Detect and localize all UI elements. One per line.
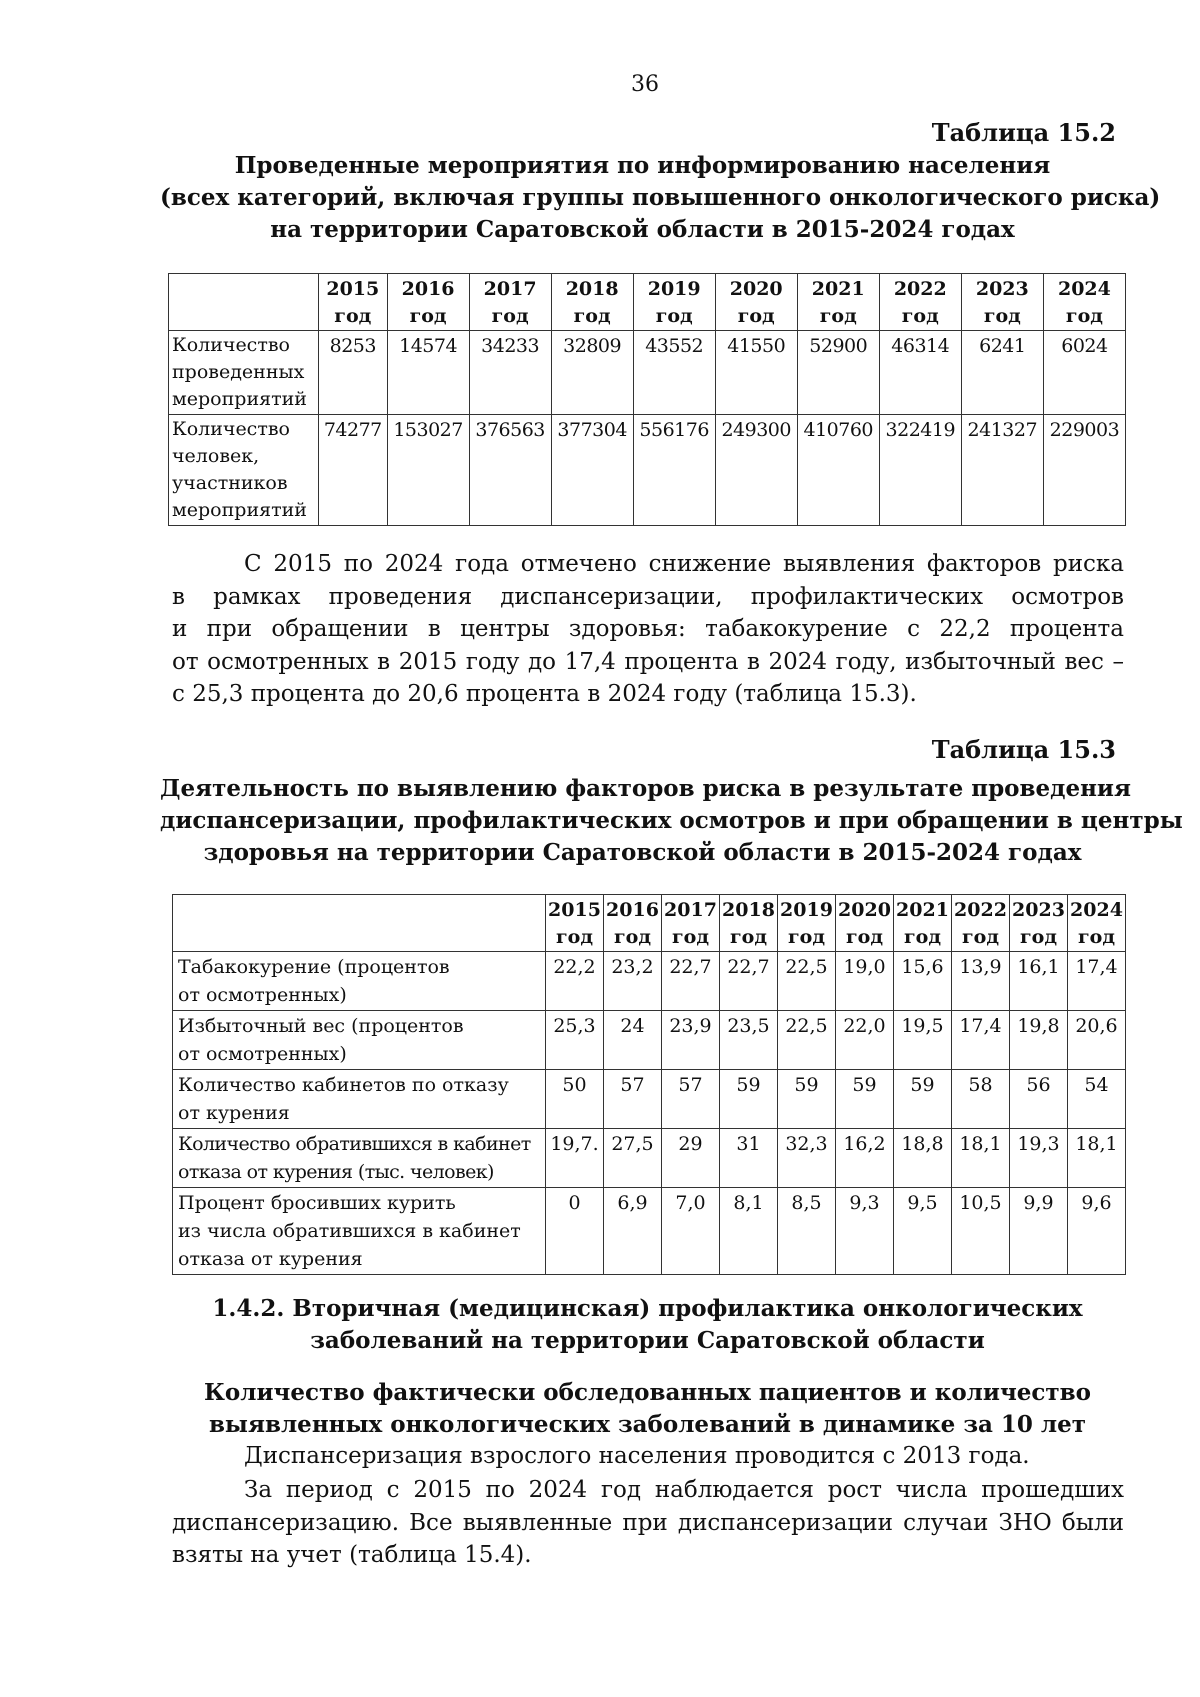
table-cell: 17,4 xyxy=(952,1011,1010,1070)
table-cell: 18,1 xyxy=(952,1129,1010,1188)
title-line: здоровья на территории Саратовской области в 2015-2024 годах xyxy=(203,839,1082,866)
header-year: 2016 год xyxy=(387,274,469,331)
table-cell: 22,7 xyxy=(662,952,720,1011)
header-year: 2017 год xyxy=(662,895,720,952)
header-year: 2021 год xyxy=(797,274,879,331)
header-empty-cell xyxy=(173,895,546,952)
table-cell: 32809 xyxy=(551,331,633,415)
row-label: Количество проведенных мероприятий xyxy=(169,331,319,415)
paragraph-line: взяты на учет (таблица 15.4). xyxy=(172,1542,532,1568)
table-cell: 27,5 xyxy=(604,1129,662,1188)
table-cell: 410760 xyxy=(797,415,879,526)
table-15-3 xyxy=(172,894,1126,1275)
heading-line: Количество фактически обследованных пациентов и количество xyxy=(203,1379,1092,1406)
table-cell: 8253 xyxy=(319,331,388,415)
header-year: 2020 год xyxy=(836,895,894,952)
table-cell: 57 xyxy=(662,1070,720,1129)
table-cell: 9,5 xyxy=(894,1188,952,1275)
heading-line: 1.4.2. Вторичная (медицинская) профилактика онкологических xyxy=(212,1295,1083,1322)
table-15-3-title xyxy=(160,773,1183,869)
paragraph-dispensary xyxy=(172,1440,1124,1473)
table-cell: 59 xyxy=(836,1070,894,1129)
header-year: 2022 год xyxy=(952,895,1010,952)
table-cell: 229003 xyxy=(1043,415,1125,526)
header-empty-cell xyxy=(169,274,319,331)
table-cell: 9,9 xyxy=(1010,1188,1068,1275)
table-cell: 556176 xyxy=(633,415,715,526)
table-cell: 19,3 xyxy=(1010,1129,1068,1188)
table-cell: 23,5 xyxy=(720,1011,778,1070)
header-year: 2023 год xyxy=(961,274,1043,331)
header-year: 2017 год xyxy=(469,274,551,331)
table-cell: 376563 xyxy=(469,415,551,526)
table-cell: 50 xyxy=(546,1070,604,1129)
table-cell: 16,1 xyxy=(1010,952,1068,1011)
table-15-2-title xyxy=(160,150,1161,246)
table-cell: 32,3 xyxy=(778,1129,836,1188)
table-cell: 22,5 xyxy=(778,952,836,1011)
table-cell: 56 xyxy=(1010,1070,1068,1129)
table-15-3-label: Таблица 15.3 xyxy=(931,735,1116,764)
table-cell: 377304 xyxy=(551,415,633,526)
table-cell: 6,9 xyxy=(604,1188,662,1275)
table-row xyxy=(173,952,1126,1011)
table-cell: 57 xyxy=(604,1070,662,1129)
table-row xyxy=(169,415,1126,526)
table-cell: 25,3 xyxy=(546,1011,604,1070)
table-cell: 9,6 xyxy=(1068,1188,1126,1275)
header-year: 2019 год xyxy=(633,274,715,331)
table-cell: 6241 xyxy=(961,331,1043,415)
paragraph-risk-factors xyxy=(172,548,1124,711)
table-cell: 8,1 xyxy=(720,1188,778,1275)
table-cell: 18,1 xyxy=(1068,1129,1126,1188)
table-row xyxy=(169,331,1126,415)
table-cell: 7,0 xyxy=(662,1188,720,1275)
header-year: 2019 год xyxy=(778,895,836,952)
title-line: на территории Саратовской области в 2015-2024 годах xyxy=(270,216,1015,243)
table-cell: 14574 xyxy=(387,331,469,415)
paragraph-line: С 2015 по 2024 года отмечено снижение выявления факторов риска xyxy=(244,551,1124,577)
table-cell: 19,8 xyxy=(1010,1011,1068,1070)
table-15-2-label: Таблица 15.2 xyxy=(931,118,1116,147)
table-row xyxy=(173,1070,1126,1129)
title-line: Проведенные мероприятия по информированию населения xyxy=(234,152,1051,179)
table-cell: 249300 xyxy=(715,415,797,526)
subheading xyxy=(170,1377,1125,1441)
table-cell: 17,4 xyxy=(1068,952,1126,1011)
table-cell: 59 xyxy=(778,1070,836,1129)
table-cell: 41550 xyxy=(715,331,797,415)
table-cell: 52900 xyxy=(797,331,879,415)
paragraph-line: диспансеризацию. Все выявленные при диспансеризации случаи ЗНО были xyxy=(172,1509,1124,1536)
table-cell: 24 xyxy=(604,1011,662,1070)
table-cell: 15,6 xyxy=(894,952,952,1011)
title-line: диспансеризации, профилактических осмотров и при обращении в центры xyxy=(160,807,1183,834)
heading-line: заболеваний на территории Саратовской области xyxy=(310,1327,985,1354)
table-cell: 23,2 xyxy=(604,952,662,1011)
section-heading xyxy=(170,1293,1125,1357)
paragraph-line: Диспансеризация взрослого населения проводится с 2013 года. xyxy=(244,1443,1030,1469)
table-cell: 241327 xyxy=(961,415,1043,526)
table-row xyxy=(173,1188,1126,1275)
header-year: 2021 год xyxy=(894,895,952,952)
paragraph-line: от осмотренных в 2015 году до 17,4 процента в 2024 году, избыточный вес – xyxy=(172,648,1124,675)
header-year: 2016 год xyxy=(604,895,662,952)
heading-line: выявленных онкологических заболеваний в динамике за 10 лет xyxy=(208,1411,1087,1438)
table-cell: 29 xyxy=(662,1129,720,1188)
table-cell: 23,9 xyxy=(662,1011,720,1070)
paragraph-line: в рамках проведения диспансеризации, профилактических осмотров xyxy=(172,583,1124,610)
header-year: 2015 год xyxy=(546,895,604,952)
table-cell: 59 xyxy=(720,1070,778,1129)
row-label: Количество человек, участников мероприятий xyxy=(169,415,319,526)
page-number: 36 xyxy=(631,72,659,97)
table-cell: 58 xyxy=(952,1070,1010,1129)
header-year: 2024 год xyxy=(1068,895,1126,952)
table-cell: 20,6 xyxy=(1068,1011,1126,1070)
table-cell: 322419 xyxy=(879,415,961,526)
header-year: 2022 год xyxy=(879,274,961,331)
table-header-row xyxy=(173,895,1126,952)
table-header-row xyxy=(169,274,1126,331)
table-cell: 6024 xyxy=(1043,331,1125,415)
paragraph-line: и при обращении в центры здоровья: табакокурение с 22,2 процента xyxy=(172,616,1124,642)
row-label: Процент бросивших курить из числа обратившихся в кабинет отказа от курения xyxy=(173,1188,546,1275)
table-cell: 22,7 xyxy=(720,952,778,1011)
table-15-2 xyxy=(168,273,1126,526)
table-cell: 74277 xyxy=(319,415,388,526)
table-cell: 22,5 xyxy=(778,1011,836,1070)
table-cell: 34233 xyxy=(469,331,551,415)
table-row xyxy=(173,1129,1126,1188)
table-cell: 19,5 xyxy=(894,1011,952,1070)
table-cell: 10,5 xyxy=(952,1188,1010,1275)
row-label: Количество кабинетов по отказу от курения xyxy=(173,1070,546,1129)
row-label: Избыточный вес (процентов от осмотренных) xyxy=(173,1011,546,1070)
table-cell: 43552 xyxy=(633,331,715,415)
table-row xyxy=(173,1011,1126,1070)
table-cell: 22,0 xyxy=(836,1011,894,1070)
title-line: (всех категорий, включая группы повышенного онкологического риска) xyxy=(160,184,1161,211)
title-line: Деятельность по выявлению факторов риска в результате проведения xyxy=(160,775,1131,802)
row-label: Количество обратившихся в кабинет отказа от курения (тыс. человек) xyxy=(173,1129,546,1188)
table-cell: 0 xyxy=(546,1188,604,1275)
table-cell: 46314 xyxy=(879,331,961,415)
paragraph-line: За период с 2015 по 2024 год наблюдается рост числа прошедших xyxy=(244,1477,1124,1503)
table-cell: 59 xyxy=(894,1070,952,1129)
table-cell: 22,2 xyxy=(546,952,604,1011)
paragraph-period xyxy=(172,1474,1124,1572)
table-cell: 8,5 xyxy=(778,1188,836,1275)
header-year: 2020 год xyxy=(715,274,797,331)
table-cell: 9,3 xyxy=(836,1188,894,1275)
paragraph-line: с 25,3 процента до 20,6 процента в 2024 году (таблица 15.3). xyxy=(172,681,917,707)
row-label: Табакокурение (процентов от осмотренных) xyxy=(173,952,546,1011)
header-year: 2015 год xyxy=(319,274,388,331)
table-cell: 19,0 xyxy=(836,952,894,1011)
table-cell: 19,7. xyxy=(546,1129,604,1188)
table-cell: 13,9 xyxy=(952,952,1010,1011)
table-cell: 18,8 xyxy=(894,1129,952,1188)
table-cell: 54 xyxy=(1068,1070,1126,1129)
header-year: 2018 год xyxy=(551,274,633,331)
header-year: 2018 год xyxy=(720,895,778,952)
table-cell: 153027 xyxy=(387,415,469,526)
header-year: 2024 год xyxy=(1043,274,1125,331)
header-year: 2023 год xyxy=(1010,895,1068,952)
table-cell: 16,2 xyxy=(836,1129,894,1188)
table-cell: 31 xyxy=(720,1129,778,1188)
